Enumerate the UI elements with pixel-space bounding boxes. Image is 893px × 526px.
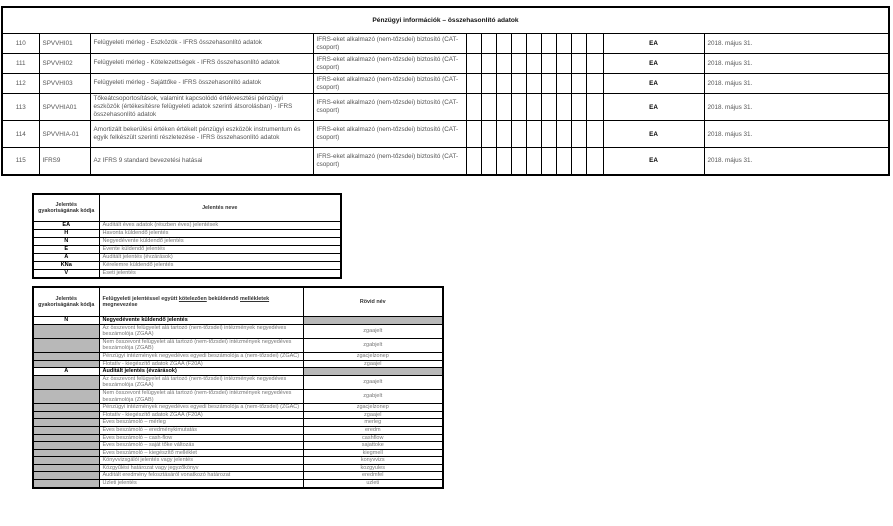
delivery-short-name: merleg xyxy=(303,419,443,427)
legend-name: Évente küldendő jelentés xyxy=(99,246,341,254)
delivery-description: Éves beszámoló – cash-flow xyxy=(99,434,303,442)
delivery-short-name xyxy=(303,368,443,376)
empty-cell xyxy=(571,34,586,54)
empty-cell xyxy=(496,94,511,121)
empty-cell xyxy=(496,74,511,94)
report-description: Felügyeleti mérleg - Kötelezettségek - IFRS összehasonlító adatok xyxy=(90,54,313,74)
delivery-code xyxy=(33,360,99,368)
delivery-short-name: eredm xyxy=(303,426,443,434)
delivery-code xyxy=(33,419,99,427)
empty-cell xyxy=(556,148,571,175)
delivery-code xyxy=(33,411,99,419)
frequency-code: EA xyxy=(603,121,704,148)
delivery-row xyxy=(33,375,443,389)
empty-cell xyxy=(541,74,556,94)
delivery-code xyxy=(33,472,99,480)
delivery-row xyxy=(33,352,443,360)
legend-code: EA xyxy=(33,222,99,230)
row-number: 113 xyxy=(2,94,39,121)
delivery-code xyxy=(33,457,99,465)
frequency-code: EA xyxy=(603,74,704,94)
delivery-row xyxy=(33,472,443,480)
empty-cell xyxy=(466,54,481,74)
empty-cell xyxy=(541,94,556,121)
report-code: SPVVHI01 xyxy=(39,34,90,54)
legend-code: H xyxy=(33,230,99,238)
empty-cell xyxy=(511,34,526,54)
legend-name: Havonta küldendő jelentés xyxy=(99,230,341,238)
empty-cell xyxy=(466,94,481,121)
empty-cell xyxy=(526,121,541,148)
delivery-row xyxy=(33,389,443,403)
report-code: SPVVHI02 xyxy=(39,54,90,74)
reporting-entity: IFRS-eket alkalmazó (nem-tőzsdei) biztosító (CAT-csoport) xyxy=(313,121,466,148)
main-table-row xyxy=(2,94,889,121)
delivery-description: Flotatív - kiegészítő adatok ZGAA (F20A) xyxy=(99,411,303,419)
row-number: 111 xyxy=(2,54,39,74)
empty-cell xyxy=(526,148,541,175)
delivery-row xyxy=(33,419,443,427)
first-report-date: 2018. május 31. xyxy=(704,54,889,74)
legend-name: Auditált éves adatok (részben éves) jelentések xyxy=(99,222,341,230)
delivery-description: Pénzügyi intézmények negyedéves egyedi beszámolója a (nem-tőzsdei) (ZGAC) xyxy=(99,404,303,412)
report-code: IFRS9 xyxy=(39,148,90,175)
delivery-description: Könyvvizsgálói jelentés vagy jelentés xyxy=(99,457,303,465)
empty-cell xyxy=(541,54,556,74)
delivery-description: Éves beszámoló – mérleg xyxy=(99,419,303,427)
report-code: SPVVHIA-01 xyxy=(39,121,90,148)
empty-cell xyxy=(586,34,603,54)
delivery-code: N xyxy=(33,317,99,325)
empty-cell xyxy=(481,54,496,74)
frequency-code: EA xyxy=(603,148,704,175)
delivery-description: Éves beszámoló – saját tőke változás xyxy=(99,442,303,450)
first-report-date: 2018. május 31. xyxy=(704,74,889,94)
delivery-short-name xyxy=(303,317,443,325)
financial-comparative-data-table xyxy=(1,6,890,176)
empty-cell xyxy=(481,94,496,121)
legend-name: Auditált jelentés (évzárások) xyxy=(99,254,341,262)
report-code: SPVVHIA01 xyxy=(39,94,90,121)
row-number: 115 xyxy=(2,148,39,175)
empty-cell xyxy=(511,74,526,94)
frequency-code-legend-table xyxy=(32,193,342,279)
legend-code: E xyxy=(33,246,99,254)
delivery-short-name: eredmfel xyxy=(303,472,443,480)
first-report-date: 2018. május 31. xyxy=(704,148,889,175)
delivery-description: Üzleti jelentés xyxy=(99,480,303,488)
empty-cell xyxy=(481,74,496,94)
delivery-description: Negyedévente küldendő jelentés xyxy=(99,317,303,325)
delivery-description: Flotatív - kiegészítő adatok ZGAA (F20A) xyxy=(99,360,303,368)
reporting-entity: IFRS-eket alkalmazó (nem-tőzsdei) biztosító (CAT-csoport) xyxy=(313,74,466,94)
delivery-code xyxy=(33,426,99,434)
delivery-short-name: kozgyules xyxy=(303,464,443,472)
delivery-short-name: kiegmell xyxy=(303,449,443,457)
legend-code: N xyxy=(33,238,99,246)
empty-cell xyxy=(511,148,526,175)
delivery-short-name: sajattoke xyxy=(303,442,443,450)
delivery-short-name: uzleti xyxy=(303,480,443,488)
delivery-short-name: zgabjelt xyxy=(303,338,443,352)
empty-cell xyxy=(541,34,556,54)
main-table-title: Pénzügyi információk – összehasonlító adatok xyxy=(2,7,889,34)
delivery-header-code: Jelentés gyakoriságának kódja xyxy=(33,287,99,317)
empty-cell xyxy=(571,121,586,148)
empty-cell xyxy=(511,54,526,74)
delivery-description: Az összevont felügyelet alá tartozó (nem-tőzsdei) intézmények negyedéves beszámolója (ZGAA) xyxy=(99,375,303,389)
delivery-row xyxy=(33,360,443,368)
delivery-code xyxy=(33,449,99,457)
empty-cell xyxy=(511,121,526,148)
empty-cell xyxy=(586,54,603,74)
frequency-code: EA xyxy=(603,34,704,54)
delivery-row xyxy=(33,449,443,457)
empty-cell xyxy=(511,94,526,121)
delivery-description: Az összevont felügyelet alá tartozó (nem-tőzsdei) intézmények negyedéves beszámolója (ZGAA) xyxy=(99,324,303,338)
empty-cell xyxy=(556,74,571,94)
delivery-short-name: zgaajelt xyxy=(303,324,443,338)
first-report-date: 2018. május 31. xyxy=(704,94,889,121)
reporting-entity: IFRS-eket alkalmazó (nem-tőzsdei) biztosító (CAT-csoport) xyxy=(313,94,466,121)
delivery-code xyxy=(33,375,99,389)
empty-cell xyxy=(541,121,556,148)
main-table-row xyxy=(2,148,889,175)
delivery-code xyxy=(33,480,99,488)
empty-cell xyxy=(466,148,481,175)
delivery-row xyxy=(33,434,443,442)
delivery-code xyxy=(33,338,99,352)
delivery-code xyxy=(33,389,99,403)
delivery-description: Közgyűlési határozat vagy jegyzőkönyv xyxy=(99,464,303,472)
delivery-description: Éves beszámoló – eredménykimutatás xyxy=(99,426,303,434)
delivery-code xyxy=(33,404,99,412)
empty-cell xyxy=(496,121,511,148)
delivery-short-name: zgabjelt xyxy=(303,389,443,403)
delivery-header-short-name: Rövid név xyxy=(303,287,443,317)
delivery-row xyxy=(33,464,443,472)
reporting-entity: IFRS-eket alkalmazó (nem-tőzsdei) biztosító (CAT-csoport) xyxy=(313,54,466,74)
row-number: 110 xyxy=(2,34,39,54)
main-table-row xyxy=(2,34,889,54)
first-report-date: 2018. május 31. xyxy=(704,121,889,148)
legend-row xyxy=(33,222,341,230)
delivery-short-name: zgaajel xyxy=(303,411,443,419)
empty-cell xyxy=(496,148,511,175)
delivery-row xyxy=(33,457,443,465)
empty-cell xyxy=(586,148,603,175)
delivery-short-name: cashflow xyxy=(303,434,443,442)
main-table-row xyxy=(2,54,889,74)
delivery-row xyxy=(33,426,443,434)
legend-row xyxy=(33,238,341,246)
empty-cell xyxy=(466,121,481,148)
delivery-code xyxy=(33,324,99,338)
empty-cell xyxy=(466,34,481,54)
frequency-code: EA xyxy=(603,94,704,121)
empty-cell xyxy=(526,54,541,74)
legend-row xyxy=(33,254,341,262)
empty-cell xyxy=(481,121,496,148)
delivery-code: A xyxy=(33,368,99,376)
delivery-code xyxy=(33,442,99,450)
reporting-entity: IFRS-eket alkalmazó (nem-tőzsdei) biztosító (CAT-csoport) xyxy=(313,34,466,54)
empty-cell xyxy=(526,74,541,94)
legend-row xyxy=(33,246,341,254)
empty-cell xyxy=(526,34,541,54)
delivery-description: Pénzügyi intézmények negyedéves egyedi beszámolója a (nem-tőzsdei) (ZGAC) xyxy=(99,352,303,360)
delivery-row xyxy=(33,368,443,376)
legend-header-name: Jelentés neve xyxy=(99,194,341,222)
legend-header-code: Jelentés gyakoriságának kódja xyxy=(33,194,99,222)
delivery-row xyxy=(33,442,443,450)
empty-cell xyxy=(556,34,571,54)
delivery-short-name: konyvvizs xyxy=(303,457,443,465)
delivery-description: Auditált eredmény felosztásáról vonatkozó határozat xyxy=(99,472,303,480)
delivery-description: Nem összevont felügyelet alá tartozó (nem-tőzsdei) intézmények negyedéves beszámolója (ZGAB) xyxy=(99,338,303,352)
main-table-row xyxy=(2,121,889,148)
empty-cell xyxy=(481,34,496,54)
report-code: SPVVHI03 xyxy=(39,74,90,94)
empty-cell xyxy=(481,148,496,175)
mandatory-attachments-table xyxy=(32,286,444,489)
report-description: Felügyeleti mérleg - Eszközök - IFRS összehasonlító adatok xyxy=(90,34,313,54)
empty-cell xyxy=(571,54,586,74)
delivery-row xyxy=(33,480,443,488)
empty-cell xyxy=(556,94,571,121)
delivery-row xyxy=(33,411,443,419)
legend-row xyxy=(33,270,341,279)
delivery-code xyxy=(33,352,99,360)
legend-row xyxy=(33,262,341,270)
delivery-row xyxy=(33,317,443,325)
empty-cell xyxy=(586,94,603,121)
delivery-description: Nem összevont felügyelet alá tartozó (nem-tőzsdei) intézmények negyedéves beszámolója (ZGAB) xyxy=(99,389,303,403)
empty-cell xyxy=(526,94,541,121)
empty-cell xyxy=(496,34,511,54)
report-description: Amortizált bekerülési értéken értékelt pénzügyi eszközök instrumentum és egyik felkészült szerinti részletezése - IFRS összehasonlító adatok xyxy=(90,121,313,148)
empty-cell xyxy=(586,121,603,148)
delivery-short-name: zgaajel xyxy=(303,360,443,368)
legend-name: Eseti jelentés xyxy=(99,270,341,279)
delivery-header-desc: Felügyeleti jelentéssel együtt kötelezően beküldendő mellékletek megnevezése xyxy=(99,287,303,317)
empty-cell xyxy=(571,148,586,175)
row-number: 114 xyxy=(2,121,39,148)
report-description: Felügyeleti mérleg - Sajáttőke - IFRS összehasonlító adatok xyxy=(90,74,313,94)
delivery-row xyxy=(33,404,443,412)
legend-code: A xyxy=(33,254,99,262)
delivery-short-name: zgaajelt xyxy=(303,375,443,389)
empty-cell xyxy=(571,74,586,94)
legend-name: Negyedévente küldendő jelentés xyxy=(99,238,341,246)
delivery-code xyxy=(33,464,99,472)
empty-cell xyxy=(556,54,571,74)
delivery-row xyxy=(33,324,443,338)
empty-cell xyxy=(556,121,571,148)
empty-cell xyxy=(496,54,511,74)
legend-row xyxy=(33,230,341,238)
legend-name: Kérelemre küldendő jelentés xyxy=(99,262,341,270)
empty-cell xyxy=(541,148,556,175)
delivery-short-name: zgacjelzonep xyxy=(303,352,443,360)
delivery-description: Éves beszámoló – kiegészítő melléklet xyxy=(99,449,303,457)
empty-cell xyxy=(586,74,603,94)
reporting-entity: IFRS-eket alkalmazó (nem-tőzsdei) biztosító (CAT-csoport) xyxy=(313,148,466,175)
empty-cell xyxy=(571,94,586,121)
delivery-description: Auditált jelentés (évzárások) xyxy=(99,368,303,376)
legend-code: V xyxy=(33,270,99,279)
delivery-short-name: zgacjelzonep xyxy=(303,404,443,412)
row-number: 112 xyxy=(2,74,39,94)
delivery-row xyxy=(33,338,443,352)
delivery-code xyxy=(33,434,99,442)
first-report-date: 2018. május 31. xyxy=(704,34,889,54)
report-description: Az IFRS 9 standard bevezetési hatásai xyxy=(90,148,313,175)
frequency-code: EA xyxy=(603,54,704,74)
main-table-row xyxy=(2,74,889,94)
legend-code: KNa xyxy=(33,262,99,270)
report-description: Tőkeátcsoportosítások, valamint kapcsolódó értékvesztési pénzügyi eszközök (értékesítésre felügyeleti adatok szerinti átsorolásban) - IFRS összehasonlító adatok xyxy=(90,94,313,121)
empty-cell xyxy=(466,74,481,94)
